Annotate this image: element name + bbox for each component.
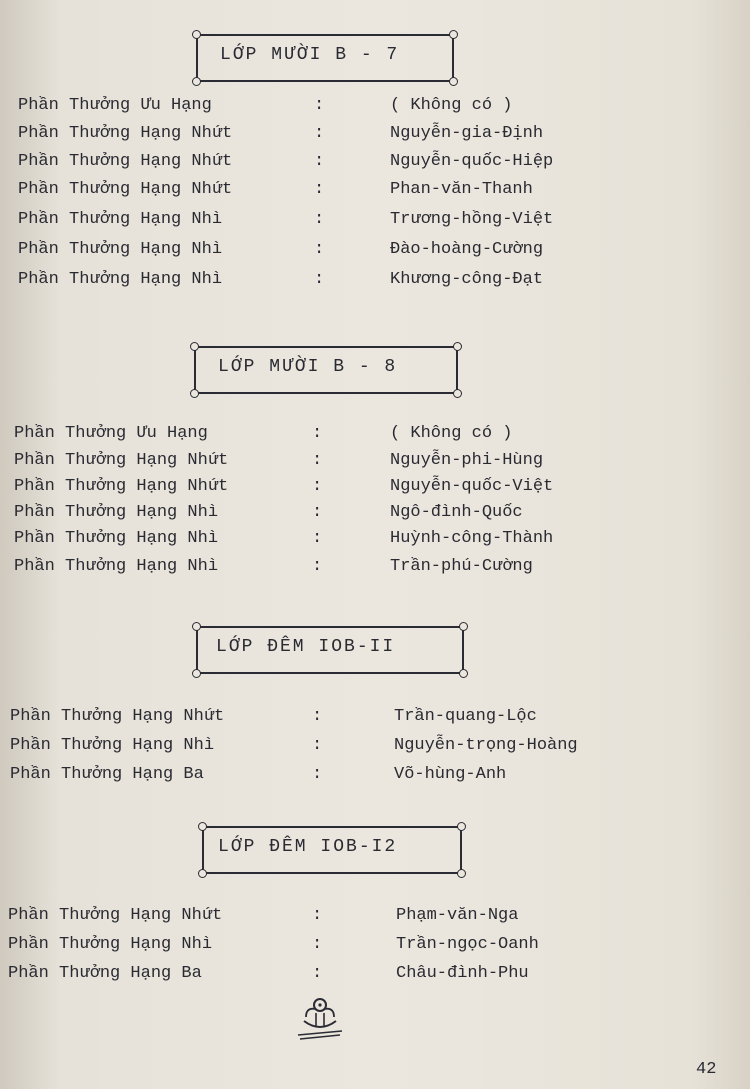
separator: :	[314, 152, 325, 171]
award-row	[8, 964, 608, 990]
award-row	[14, 424, 574, 450]
award-row	[14, 503, 574, 529]
award-row	[18, 124, 578, 150]
award-label: Phần Thưởng Ưu Hạng	[14, 424, 208, 443]
separator: :	[312, 935, 323, 954]
award-label: Phần Thưởng Hạng Ba	[10, 765, 204, 784]
award-row	[18, 210, 578, 236]
corner-ring-icon	[192, 622, 201, 631]
separator: :	[314, 96, 325, 115]
student-name: Trần-quang-Lộc	[394, 707, 537, 726]
award-label: Phần Thưởng Hạng Nhứt	[14, 451, 229, 470]
award-row	[10, 736, 610, 762]
award-label: Phần Thưởng Hạng Nhì	[8, 935, 213, 954]
student-name: Khương-công-Đạt	[390, 270, 544, 289]
separator: :	[312, 451, 323, 470]
award-label: Phần Thưởng Hạng Nhì	[10, 736, 215, 755]
award-label: Phần Thưởng Ưu Hạng	[18, 96, 212, 115]
award-row	[18, 180, 578, 206]
award-label: Phần Thưởng Hạng Nhì	[18, 270, 223, 289]
section-header-lop-dem-iob-i2	[202, 826, 462, 874]
student-name: Huỳnh-công-Thành	[390, 529, 554, 548]
section-header-lop-dem-iob-ii	[196, 626, 464, 674]
corner-ring-icon	[192, 77, 201, 86]
student-name: Ngô-đình-Quốc	[390, 503, 523, 522]
separator: :	[312, 906, 323, 925]
corner-ring-icon	[192, 669, 201, 678]
student-name: ( Không có )	[390, 96, 513, 115]
separator: :	[312, 964, 323, 983]
award-row	[14, 477, 574, 503]
student-name: Trần-phú-Cường	[390, 557, 533, 576]
award-label: Phần Thưởng Hạng Nhứt	[10, 707, 225, 726]
separator: :	[312, 557, 323, 576]
section-title: LỚP ĐÊM IOB-II	[216, 637, 396, 657]
corner-ring-icon	[198, 869, 207, 878]
award-label: Phần Thưởng Hạng Nhì	[14, 503, 219, 522]
award-row	[18, 96, 578, 122]
separator: :	[314, 124, 325, 143]
separator: :	[314, 240, 325, 259]
award-label: Phần Thưởng Hạng Nhứt	[18, 124, 233, 143]
award-row	[18, 270, 578, 296]
corner-ring-icon	[190, 342, 199, 351]
section-header-lop-muoi-b7	[196, 34, 454, 82]
award-label: Phần Thưởng Hạng Nhứt	[18, 180, 233, 199]
award-label: Phần Thưởng Hạng Nhì	[18, 240, 223, 259]
student-name: ( Không có )	[390, 424, 513, 443]
corner-ring-icon	[459, 622, 468, 631]
separator: :	[312, 424, 323, 443]
student-name: Phạm-văn-Nga	[396, 906, 519, 925]
separator: :	[312, 477, 323, 496]
award-row	[14, 451, 574, 477]
corner-ring-icon	[457, 822, 466, 831]
award-label: Phần Thưởng Hạng Nhì	[14, 529, 219, 548]
ornament-icon	[292, 995, 348, 1043]
award-label: Phần Thưởng Hạng Nhứt	[18, 152, 233, 171]
separator: :	[312, 503, 323, 522]
corner-ring-icon	[198, 822, 207, 831]
page-number: 42	[696, 1060, 717, 1079]
corner-ring-icon	[192, 30, 201, 39]
corner-ring-icon	[459, 669, 468, 678]
separator: :	[314, 270, 325, 289]
student-name: Nguyễn-gia-Định	[390, 124, 544, 143]
student-name: Phan-văn-Thanh	[390, 180, 533, 199]
award-label: Phần Thưởng Hạng Ba	[8, 964, 202, 983]
award-row	[8, 906, 608, 932]
award-row	[10, 765, 610, 791]
separator: :	[314, 180, 325, 199]
student-name: Châu-đình-Phu	[396, 964, 529, 983]
student-name: Đào-hoàng-Cường	[390, 240, 544, 259]
separator: :	[312, 529, 323, 548]
corner-ring-icon	[449, 30, 458, 39]
separator: :	[312, 736, 323, 755]
award-row	[18, 152, 578, 178]
corner-ring-icon	[449, 77, 458, 86]
award-row	[18, 240, 578, 266]
corner-ring-icon	[457, 869, 466, 878]
student-name: Nguyễn-trọng-Hoàng	[394, 736, 578, 755]
award-row	[8, 935, 608, 961]
student-name: Nguyễn-phi-Hùng	[390, 451, 544, 470]
separator: :	[312, 707, 323, 726]
student-name: Nguyễn-quốc-Việt	[390, 477, 554, 496]
section-title: LỚP MƯỜI B - 7	[220, 45, 400, 65]
section-header-lop-muoi-b8	[194, 346, 458, 394]
award-label: Phần Thưởng Hạng Nhì	[18, 210, 223, 229]
section-title: LỚP ĐÊM IOB-I2	[218, 837, 398, 857]
corner-ring-icon	[190, 389, 199, 398]
corner-ring-icon	[453, 342, 462, 351]
student-name: Trần-ngọc-Oanh	[396, 935, 539, 954]
separator: :	[314, 210, 325, 229]
separator: :	[312, 765, 323, 784]
award-row	[14, 529, 574, 555]
award-row	[10, 707, 610, 733]
section-title: LỚP MƯỜI B - 8	[218, 357, 398, 377]
award-row	[14, 557, 574, 583]
student-name: Võ-hùng-Anh	[394, 765, 507, 784]
student-name: Nguyễn-quốc-Hiệp	[390, 152, 554, 171]
award-label: Phần Thưởng Hạng Nhứt	[8, 906, 223, 925]
award-label: Phần Thưởng Hạng Nhì	[14, 557, 219, 576]
award-label: Phần Thưởng Hạng Nhứt	[14, 477, 229, 496]
corner-ring-icon	[453, 389, 462, 398]
student-name: Trương-hồng-Việt	[390, 210, 554, 229]
